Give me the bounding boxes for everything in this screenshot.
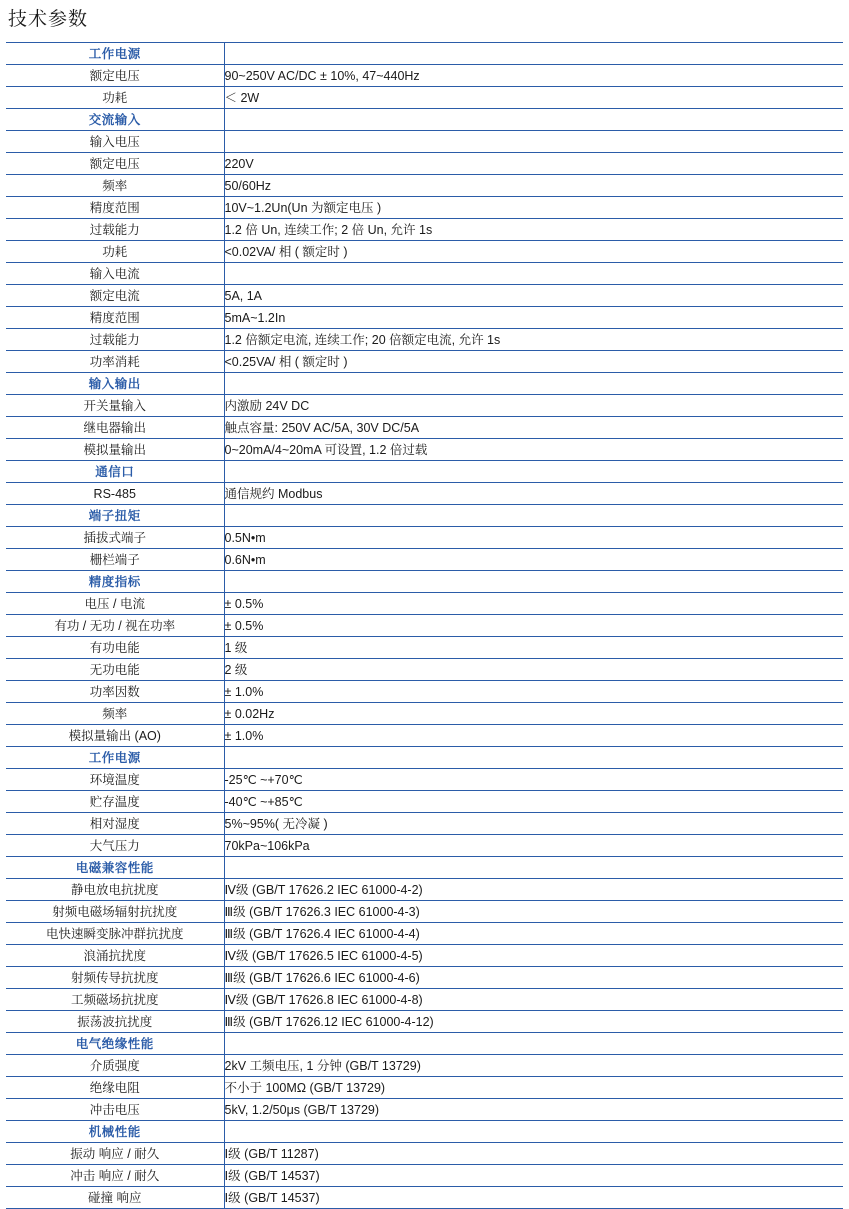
table-row — [6, 901, 843, 923]
parameter-value: 触点容量: 250V AC/5A, 30V DC/5A — [224, 417, 843, 439]
parameter-value: Ⅳ级 (GB/T 17626.8 IEC 61000-4-8) — [224, 989, 843, 1011]
parameter-label: 开关量输入 — [6, 395, 224, 417]
table-row — [6, 131, 843, 153]
parameter-label: 大气压力 — [6, 835, 224, 857]
parameter-value: ± 0.02Hz — [224, 703, 843, 725]
table-row — [6, 197, 843, 219]
table-row — [6, 615, 843, 637]
table-row — [6, 813, 843, 835]
table-row — [6, 703, 843, 725]
parameter-value: Ⅳ级 (GB/T 17626.5 IEC 61000-4-5) — [224, 945, 843, 967]
parameter-label: 工频磁场抗扰度 — [6, 989, 224, 1011]
parameter-label: 精度范围 — [6, 197, 224, 219]
parameter-label: 绝缘电阻 — [6, 1077, 224, 1099]
table-row — [6, 1143, 843, 1165]
section-label: 工作电源 — [6, 747, 224, 769]
table-row — [6, 351, 843, 373]
parameter-label: 模拟量输出 — [6, 439, 224, 461]
parameter-value: 不小于 100MΩ (GB/T 13729) — [224, 1077, 843, 1099]
parameter-label: 额定电压 — [6, 153, 224, 175]
table-row — [6, 241, 843, 263]
table-row — [6, 593, 843, 615]
parameter-label: 继电器输出 — [6, 417, 224, 439]
parameter-value: <0.25VA/ 相 ( 额定时 ) — [224, 351, 843, 373]
table-section-row — [6, 43, 843, 65]
parameter-value: 5mA~1.2In — [224, 307, 843, 329]
section-value — [224, 461, 843, 483]
table-row — [6, 1187, 843, 1209]
parameter-label: 精度范围 — [6, 307, 224, 329]
table-section-row — [6, 1121, 843, 1143]
section-value — [224, 43, 843, 65]
parameter-label: 射频电磁场辐射抗扰度 — [6, 901, 224, 923]
parameter-label: 静电放电抗扰度 — [6, 879, 224, 901]
table-row — [6, 285, 843, 307]
section-value — [224, 747, 843, 769]
parameter-label: 功耗 — [6, 87, 224, 109]
parameter-value: 5%~95%( 无冷凝 ) — [224, 813, 843, 835]
parameter-value: 10V~1.2Un(Un 为额定电压 ) — [224, 197, 843, 219]
section-label: 交流输入 — [6, 109, 224, 131]
table-row — [6, 395, 843, 417]
parameter-value: 220V — [224, 153, 843, 175]
parameter-label: 输入电流 — [6, 263, 224, 285]
section-label: 端子扭矩 — [6, 505, 224, 527]
parameter-value: ± 1.0% — [224, 681, 843, 703]
parameter-label: 过载能力 — [6, 329, 224, 351]
parameter-value: -40℃ ~+85℃ — [224, 791, 843, 813]
parameter-label: 碰撞 响应 — [6, 1187, 224, 1209]
parameter-label: 无功电能 — [6, 659, 224, 681]
parameter-label: 电快速瞬变脉冲群抗扰度 — [6, 923, 224, 945]
parameter-value: 90~250V AC/DC ± 10%, 47~440Hz — [224, 65, 843, 87]
parameter-label: 过载能力 — [6, 219, 224, 241]
table-row — [6, 527, 843, 549]
section-label: 输入输出 — [6, 373, 224, 395]
parameter-label: 环境温度 — [6, 769, 224, 791]
parameter-value: Ⅲ级 (GB/T 17626.6 IEC 61000-4-6) — [224, 967, 843, 989]
section-value — [224, 1033, 843, 1055]
table-row — [6, 219, 843, 241]
parameter-label: 频率 — [6, 175, 224, 197]
parameter-label: 振荡波抗扰度 — [6, 1011, 224, 1033]
parameter-value: Ⅲ级 (GB/T 17626.4 IEC 61000-4-4) — [224, 923, 843, 945]
section-value — [224, 505, 843, 527]
parameter-value: 2kV 工频电压, 1 分钟 (GB/T 13729) — [224, 1055, 843, 1077]
section-value — [224, 857, 843, 879]
parameter-label: 插拔式端子 — [6, 527, 224, 549]
parameter-label: 电压 / 电流 — [6, 593, 224, 615]
parameter-value: 0.5N•m — [224, 527, 843, 549]
table-row — [6, 967, 843, 989]
page-title: 技术参数 — [8, 9, 89, 30]
parameter-label: RS-485 — [6, 483, 224, 505]
parameter-value: 1.2 倍 Un, 连续工作; 2 倍 Un, 允许 1s — [224, 219, 843, 241]
table-row — [6, 439, 843, 461]
parameter-value: 50/60Hz — [224, 175, 843, 197]
parameter-value — [224, 263, 843, 285]
section-label: 精度指标 — [6, 571, 224, 593]
section-label: 工作电源 — [6, 43, 224, 65]
parameter-label: 功耗 — [6, 241, 224, 263]
parameter-label: 栅栏端子 — [6, 549, 224, 571]
parameter-value: 内激励 24V DC — [224, 395, 843, 417]
table-row — [6, 945, 843, 967]
parameter-label: 有功 / 无功 / 视在功率 — [6, 615, 224, 637]
parameter-value: ± 1.0% — [224, 725, 843, 747]
table-row — [6, 549, 843, 571]
table-row — [6, 637, 843, 659]
parameter-label: 输入电压 — [6, 131, 224, 153]
table-row — [6, 417, 843, 439]
parameter-value: ± 0.5% — [224, 615, 843, 637]
parameter-value: 70kPa~106kPa — [224, 835, 843, 857]
parameter-value: Ⅰ级 (GB/T 11287) — [224, 1143, 843, 1165]
parameter-label: 模拟量输出 (AO) — [6, 725, 224, 747]
parameter-value — [224, 131, 843, 153]
parameter-value: ± 0.5% — [224, 593, 843, 615]
section-label: 通信口 — [6, 461, 224, 483]
table-row — [6, 1165, 843, 1187]
parameter-value: Ⅳ级 (GB/T 17626.2 IEC 61000-4-2) — [224, 879, 843, 901]
parameter-value: 通信规约 Modbus — [224, 483, 843, 505]
table-row — [6, 769, 843, 791]
section-label: 电气绝缘性能 — [6, 1033, 224, 1055]
parameter-value: 5kV, 1.2/50μs (GB/T 13729) — [224, 1099, 843, 1121]
parameter-label: 振动 响应 / 耐久 — [6, 1143, 224, 1165]
table-row — [6, 879, 843, 901]
table-section-row — [6, 461, 843, 483]
table-row — [6, 329, 843, 351]
parameter-value: 0~20mA/4~20mA 可设置, 1.2 倍过载 — [224, 439, 843, 461]
table-section-row — [6, 505, 843, 527]
section-value — [224, 571, 843, 593]
section-value — [224, 1121, 843, 1143]
table-row — [6, 1077, 843, 1099]
table-section-row — [6, 109, 843, 131]
parameter-value: ＜ 2W — [224, 87, 843, 109]
section-value — [224, 109, 843, 131]
specifications-table — [6, 42, 843, 1209]
parameter-value: Ⅰ级 (GB/T 14537) — [224, 1187, 843, 1209]
table-section-row — [6, 747, 843, 769]
table-section-row — [6, 1033, 843, 1055]
parameter-label: 有功电能 — [6, 637, 224, 659]
table-section-row — [6, 857, 843, 879]
parameter-label: 功率消耗 — [6, 351, 224, 373]
parameter-value: -25℃ ~+70℃ — [224, 769, 843, 791]
table-row — [6, 681, 843, 703]
parameter-value: Ⅲ级 (GB/T 17626.12 IEC 61000-4-12) — [224, 1011, 843, 1033]
table-section-row — [6, 571, 843, 593]
parameter-value: 1.2 倍额定电流, 连续工作; 20 倍额定电流, 允许 1s — [224, 329, 843, 351]
parameter-value: 2 级 — [224, 659, 843, 681]
section-label: 电磁兼容性能 — [6, 857, 224, 879]
parameter-label: 相对湿度 — [6, 813, 224, 835]
parameter-label: 额定电压 — [6, 65, 224, 87]
parameter-label: 额定电流 — [6, 285, 224, 307]
section-label: 机械性能 — [6, 1121, 224, 1143]
table-row — [6, 1055, 843, 1077]
parameter-label: 功率因数 — [6, 681, 224, 703]
table-row — [6, 1099, 843, 1121]
table-row — [6, 175, 843, 197]
parameter-label: 贮存温度 — [6, 791, 224, 813]
parameter-value: Ⅲ级 (GB/T 17626.3 IEC 61000-4-3) — [224, 901, 843, 923]
parameter-value: <0.02VA/ 相 ( 额定时 ) — [224, 241, 843, 263]
parameter-label: 射频传导抗扰度 — [6, 967, 224, 989]
parameter-label: 冲击电压 — [6, 1099, 224, 1121]
table-row — [6, 263, 843, 285]
table-row — [6, 791, 843, 813]
table-row — [6, 989, 843, 1011]
parameter-label: 频率 — [6, 703, 224, 725]
parameter-label: 冲击 响应 / 耐久 — [6, 1165, 224, 1187]
parameter-value: 1 级 — [224, 637, 843, 659]
table-row — [6, 153, 843, 175]
parameter-label: 浪涌抗扰度 — [6, 945, 224, 967]
parameter-value: 5A, 1A — [224, 285, 843, 307]
table-section-row — [6, 373, 843, 395]
table-row — [6, 87, 843, 109]
table-row — [6, 65, 843, 87]
specifications-table-body — [6, 43, 843, 1209]
table-row — [6, 483, 843, 505]
parameter-label: 介质强度 — [6, 1055, 224, 1077]
table-row — [6, 923, 843, 945]
table-row — [6, 307, 843, 329]
parameter-value: 0.6N•m — [224, 549, 843, 571]
table-row — [6, 659, 843, 681]
table-row — [6, 1011, 843, 1033]
section-value — [224, 373, 843, 395]
parameter-value: Ⅰ级 (GB/T 14537) — [224, 1165, 843, 1187]
table-row — [6, 725, 843, 747]
table-row — [6, 835, 843, 857]
